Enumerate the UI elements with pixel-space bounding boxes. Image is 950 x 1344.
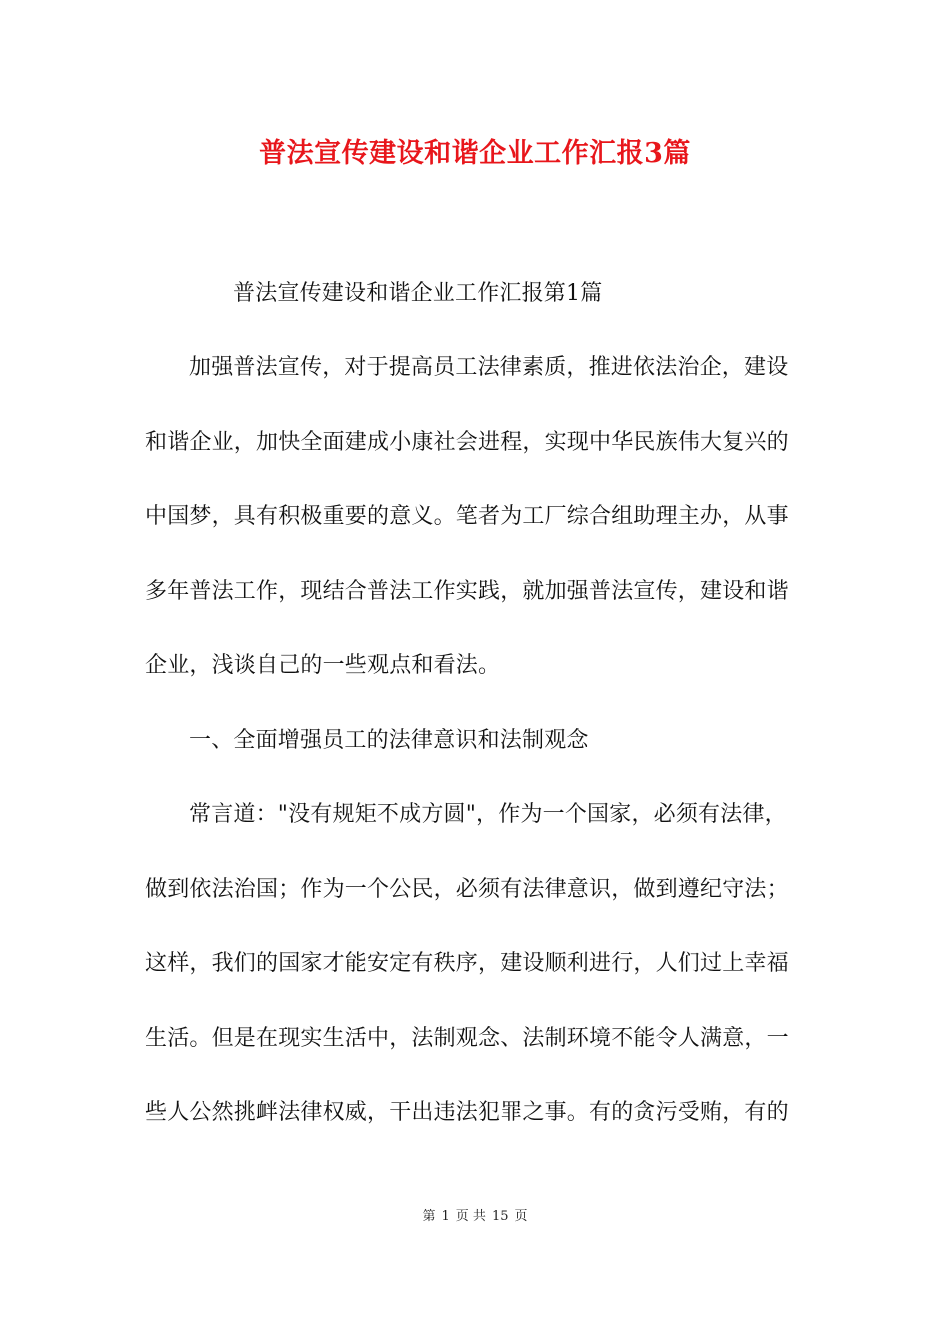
paragraph-line: 些人公然挑衅法律权威，干出违法犯罪之事。有的贪污受贿，有的 xyxy=(145,1100,789,1125)
footer-page-number: 1 xyxy=(441,1209,450,1224)
document-title: 普法宣传建设和谐企业工作汇报3篇 xyxy=(259,138,691,169)
paragraph-line: 做到依法治国；作为一个公民，必须有法律意识，做到遵纪守法； xyxy=(145,877,789,902)
footer-prefix: 第 xyxy=(422,1209,436,1224)
subsection-heading: 一、全面增强员工的法律意识和法制观念 xyxy=(189,728,589,753)
paragraph-line: 中国梦，具有积极重要的意义。笔者为工厂综合组助理主办，从事 xyxy=(145,504,789,529)
paragraph-line: 企业，浅谈自己的一些观点和看法。 xyxy=(145,653,501,678)
paragraph-line: 这样，我们的国家才能安定有秩序，建设顺利进行，人们过上幸福 xyxy=(145,951,789,976)
section-heading: 普法宣传建设和谐企业工作汇报第1篇 xyxy=(233,281,603,306)
paragraph-line: 生活。但是在现实生活中，法制观念、法制环境不能令人满意，一 xyxy=(145,1026,789,1051)
paragraph-line: 常言道："没有规矩不成方圆"，作为一个国家，必须有法律， xyxy=(189,802,787,827)
footer-middle: 页 共 xyxy=(455,1209,486,1224)
page-footer xyxy=(0,1207,950,1227)
paragraph-line: 加强普法宣传，对于提高员工法律素质，推进依法治企，建设 xyxy=(189,355,789,380)
footer-total-pages: 15 xyxy=(491,1209,509,1224)
paragraph-line: 和谐企业，加快全面建成小康社会进程，实现中华民族伟大复兴的 xyxy=(145,430,789,455)
footer-suffix: 页 xyxy=(514,1209,528,1224)
paragraph-line: 多年普法工作，现结合普法工作实践，就加强普法宣传，建设和谐 xyxy=(145,579,789,604)
